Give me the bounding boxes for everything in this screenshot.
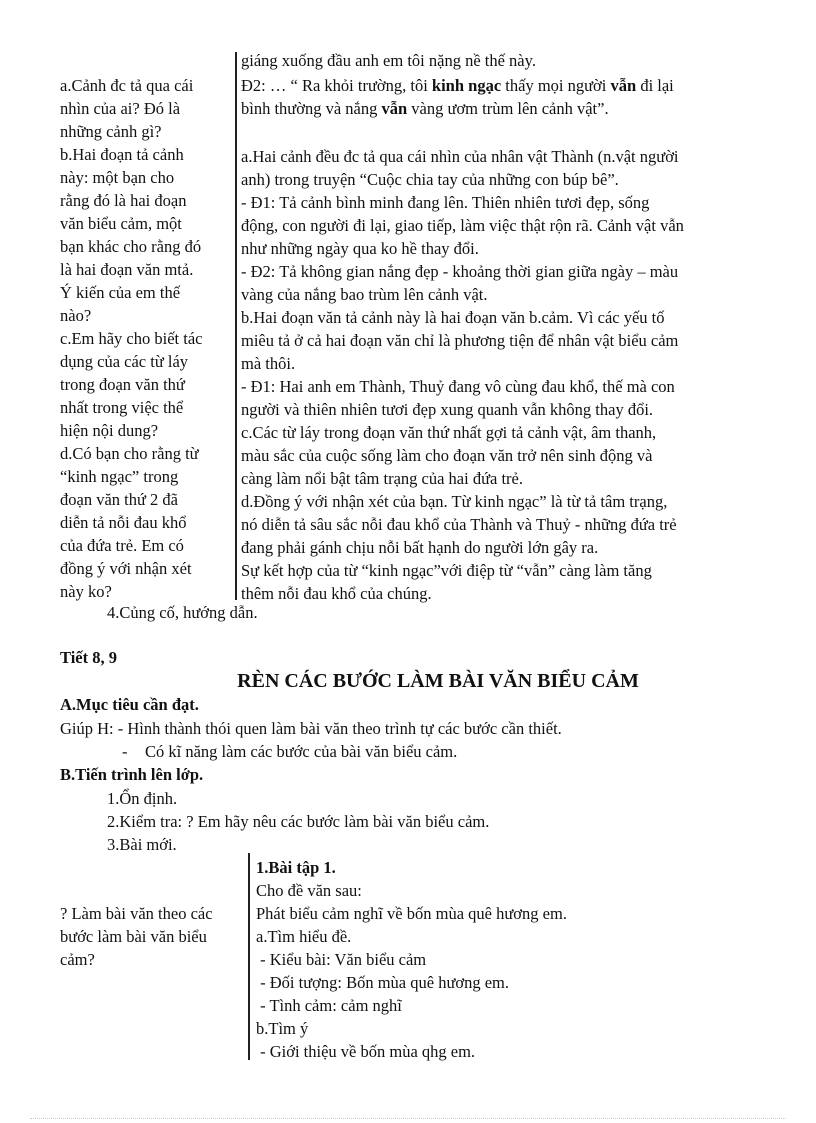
- lesson-title: RÈN CÁC BƯỚC LÀM BÀI VĂN BIỂU CẢM: [237, 670, 639, 692]
- question-line: diễn tả nỗi đau khổ: [60, 513, 187, 532]
- answer-line: mà thôi.: [241, 354, 296, 373]
- exercise-line: a.Tìm hiểu đề.: [256, 927, 352, 946]
- exercise-line: b.Tìm ý: [256, 1019, 309, 1038]
- answer-line: màu sắc của cuộc sống làm cho đoạn văn trở nên sinh động và: [241, 446, 653, 465]
- answer-line: đang phải gánh chịu nỗi bất hạnh do người lớn gây ra.: [241, 538, 599, 557]
- question-line: đồng ý với nhận xét: [60, 559, 192, 578]
- quote-text: bình thường và nắng: [241, 99, 382, 118]
- answer-line: b.Hai đoạn văn tả cảnh này là hai đoạn văn b.cảm. Vì các yếu tố: [241, 308, 665, 327]
- question-line: “kinh ngạc” trong: [60, 467, 179, 486]
- question-line: d.Có bạn cho rằng từ: [60, 444, 199, 463]
- answer-line: a.Hai cảnh đều đc tả qua cái nhìn của nhân vật Thành (n.vật người: [241, 147, 679, 166]
- table2-divider: [248, 853, 250, 1060]
- goal-line-2-dash: -: [122, 742, 128, 761]
- quote-bold-word: vẫn: [610, 76, 637, 95]
- question-line: này ko?: [60, 582, 112, 601]
- question-line: văn biểu cảm, một: [60, 214, 182, 233]
- exercise-line: - Giới thiệu về bốn mùa qhg em.: [256, 1042, 476, 1061]
- step-1: 1.Ổn định.: [107, 789, 178, 808]
- question-line: của đứa trẻ. Em có: [60, 536, 184, 555]
- answer-line: Sự kết hợp của từ “kinh ngạc”với điệp từ “vẫn” càng làm tăng: [241, 561, 652, 580]
- quote-d2-line1: [241, 75, 674, 97]
- table1-divider: [235, 52, 237, 600]
- exercise-line: - Kiểu bài: Văn biểu cảm: [256, 950, 427, 969]
- step-2: 2.Kiểm tra: ? Em hãy nêu các bước làm bài văn biểu cảm.: [107, 812, 490, 831]
- answer-line: người và thiên nhiên tươi đẹp xung quanh vẫn không thay đổi.: [241, 400, 654, 419]
- question-line: b.Hai đoạn tả cảnh: [60, 145, 184, 164]
- exercise-title: 1.Bài tập 1.: [256, 858, 336, 877]
- answer-line: càng làm nổi bật tâm trạng của hai đứa trẻ.: [241, 469, 523, 488]
- page-bottom-border: [30, 1118, 786, 1119]
- answer-line: thêm nỗi đau khổ của chúng.: [241, 584, 432, 603]
- quote-d2-line2: [241, 98, 609, 120]
- question-line: c.Em hãy cho biết tác: [60, 329, 203, 348]
- section-b-heading: B.Tiến trình lên lớp.: [60, 765, 204, 784]
- step-3: 3.Bài mới.: [107, 835, 177, 854]
- question-line: những cảnh gì?: [60, 122, 162, 141]
- question-line: nhìn của ai? Đó là: [60, 99, 181, 118]
- answer-line: - Đ1: Tả cảnh bình minh đang lên. Thiên nhiên tươi đẹp, sống: [241, 193, 650, 212]
- consolidate-step: 4.Củng cố, hướng dẫn.: [107, 603, 258, 622]
- question-line: trong đoạn văn thứ: [60, 375, 185, 394]
- lesson-label: Tiết 8, 9: [60, 648, 117, 667]
- question-line: bước làm bài văn biểu: [60, 927, 207, 946]
- answer-line: nó diễn tả sâu sắc nỗi đau khổ của Thành và Thuỷ - những đứa trẻ: [241, 515, 677, 534]
- section-a-heading: A.Mục tiêu cần đạt.: [60, 695, 199, 714]
- quote-text: thấy mọi người: [501, 76, 611, 95]
- quote-text: Đ2: … “ Ra khỏi trường, tôi: [241, 76, 432, 95]
- question-line: Ý kiến của em thế: [60, 283, 181, 302]
- exercise-line: Phát biểu cảm nghĩ về bốn mùa quê hương em.: [256, 904, 567, 923]
- question-line: rằng đó là hai đoạn: [60, 191, 187, 210]
- question-line: ? Làm bài văn theo các: [60, 904, 213, 923]
- goal-line-2: Có kĩ năng làm các bước của bài văn biểu cảm.: [145, 742, 458, 761]
- answer-line: d.Đồng ý với nhận xét của bạn. Từ kinh ngạc” là từ tả tâm trạng,: [241, 492, 668, 511]
- answer-line: vàng của nắng bao trùm lên cảnh vật.: [241, 285, 488, 304]
- question-line: nhất trong việc thể: [60, 398, 184, 417]
- question-line: nào?: [60, 306, 92, 325]
- answer-line: như những ngày qua ko hề thay đổi.: [241, 239, 479, 258]
- goal-line-1: Giúp H: - Hình thành thói quen làm bài văn theo trình tự các bước cần thiết.: [60, 719, 562, 738]
- answer-line: c.Các từ láy trong đoạn văn thứ nhất gợi tả cảnh vật, âm thanh,: [241, 423, 657, 442]
- question-line: bạn khác cho rằng đó: [60, 237, 202, 256]
- answer-line: động, con người đi lại, giao tiếp, làm việc thật rộn rã. Cảnh vật vẫn: [241, 216, 684, 235]
- answer-line: miêu tả ở cả hai đoạn văn chỉ là phương tiện để nhân vật biểu cảm: [241, 331, 679, 350]
- question-line: này: một bạn cho: [60, 168, 175, 187]
- table1-right-intro: giáng xuống đầu anh em tôi nặng nề thế này.: [241, 51, 536, 70]
- question-line: là hai đoạn văn mtả.: [60, 260, 194, 279]
- question-line: hiện nội dung?: [60, 421, 159, 440]
- answer-line: anh) trong truyện “Cuộc chia tay của những con búp bê”.: [241, 170, 619, 189]
- question-line: đoạn văn thứ 2 đã: [60, 490, 178, 509]
- answer-line: - Đ2: Tả không gian nắng đẹp - khoảng thời gian giữa ngày – màu: [241, 262, 679, 281]
- answer-line: - Đ1: Hai anh em Thành, Thuỷ đang vô cùng đau khổ, thế mà con: [241, 377, 675, 396]
- question-line: a.Cảnh đc tả qua cái: [60, 76, 194, 95]
- quote-text: vàng ươm trùm lên cảnh vật”.: [407, 99, 609, 118]
- quote-bold-word: kinh ngạc: [431, 76, 502, 95]
- exercise-line: - Tình cảm: cảm nghĩ: [256, 996, 402, 1015]
- question-line: cảm?: [60, 950, 95, 969]
- quote-bold-word: vẫn: [381, 99, 408, 118]
- exercise-line: Cho đề văn sau:: [256, 881, 362, 900]
- quote-text: đi lại: [636, 76, 674, 95]
- question-line: dụng của các từ láy: [60, 352, 189, 371]
- exercise-line: - Đối tượng: Bốn mùa quê hương em.: [256, 973, 510, 992]
